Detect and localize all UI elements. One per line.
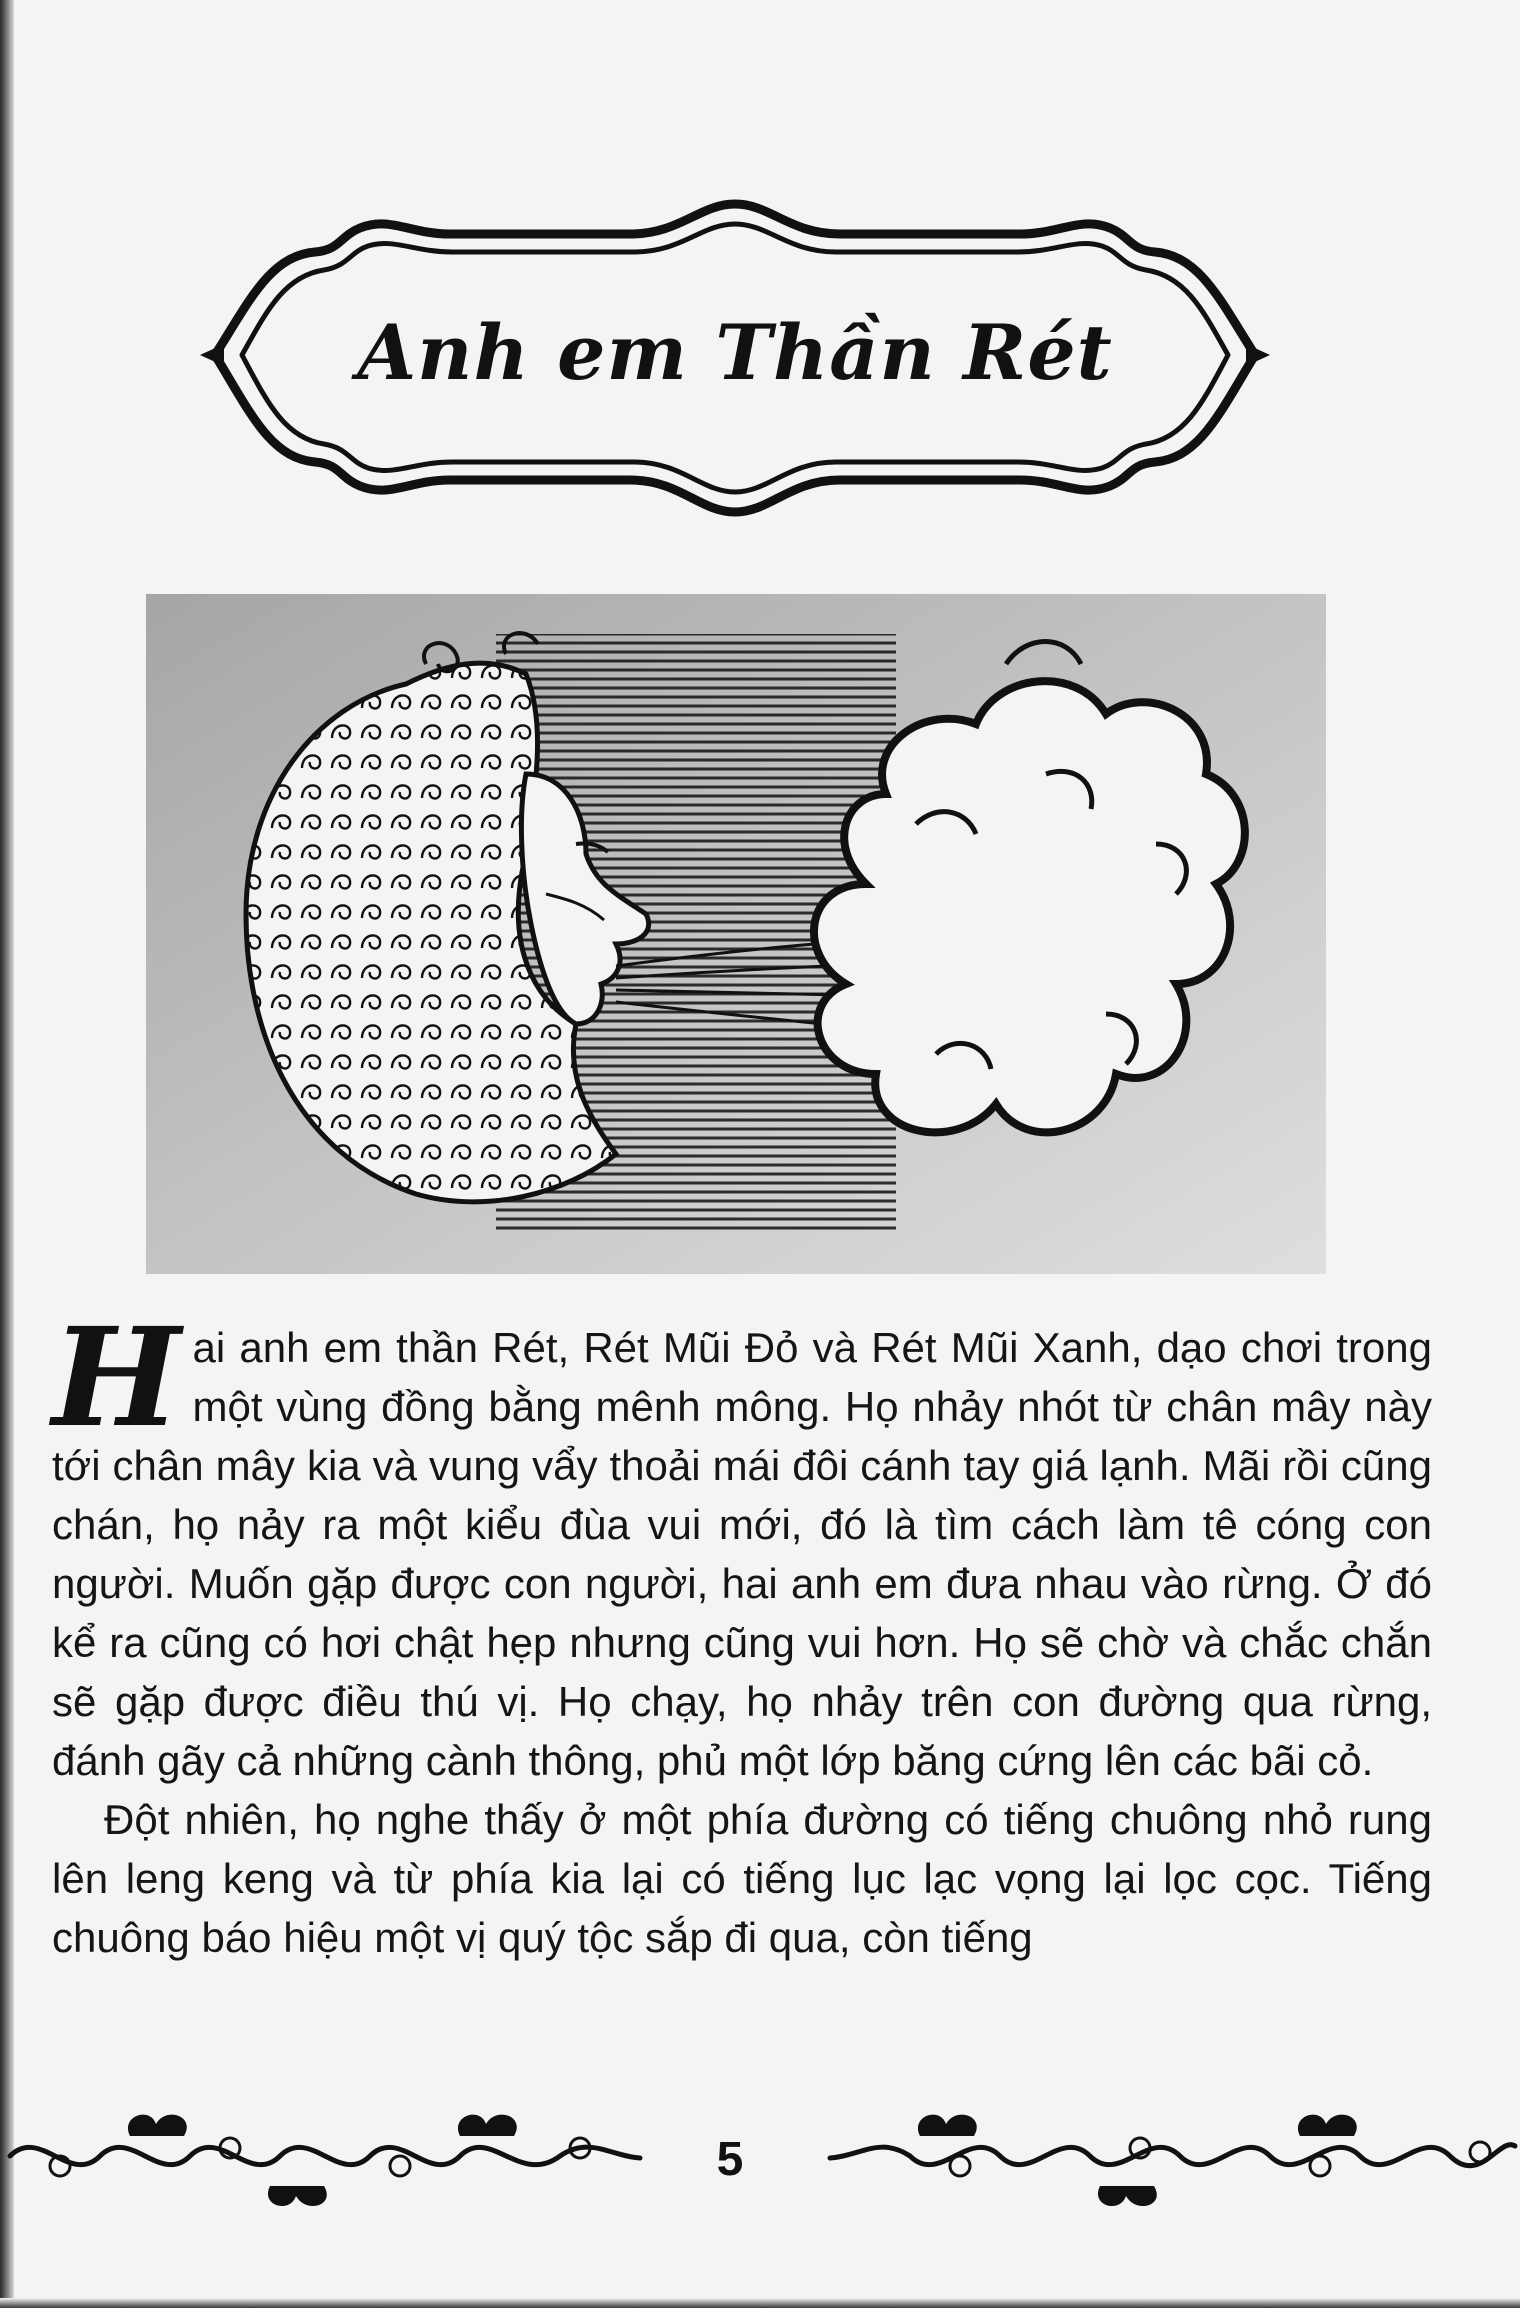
page-bottom-edge [0, 2298, 1520, 2308]
page-binding-edge [0, 0, 14, 2308]
story-body [52, 1298, 1432, 1967]
drop-cap: H [52, 1298, 181, 1458]
story-paragraph-1-text: ai anh em thần Rét, Rét Mũi Đỏ và Rét Mũi Xanh, dạo chơi trong một vùng đồng bằng mênh mông. Họ nhảy nhót từ chân mây này tới chân mây kia và vung vẩy thoải mái đôi cánh tay giá lạnh. Mãi rồi cũng chán, họ nảy ra một kiểu đùa vui mới, đó là tìm cách làm tê cóng con người. Muốn gặp được con người, hai anh em đưa nhau vào rừng. Ở đó kể ra cũng có hơi chật hẹp nhưng cũng vui hơn. Họ sẽ chờ và chắc chắn sẽ gặp được điều thú vị. Họ chạy, họ nhảy trên con đường qua rừng, đánh gãy cả những cành thông, phủ một lớp băng cứng lên các bãi cỏ. [52, 1324, 1432, 1784]
wind-god-blowing-cloud-icon [146, 594, 1326, 1274]
story-paragraph-1 [52, 1298, 1432, 1790]
title-cartouche [200, 190, 1270, 530]
page-number: 5 [716, 2133, 744, 2186]
story-title: Anh em Thần Rét [357, 308, 1113, 397]
illustration-wind-god [146, 594, 1326, 1274]
story-paragraph-2: Đột nhiên, họ nghe thấy ở một phía đường có tiếng chuông nhỏ rung lên leng keng và từ phía kia lại có tiếng lục lạc vọng lại lọc cọc. Tiếng chuông báo hiệu một vị quý tộc sắp đi qua, còn tiếng [52, 1796, 1432, 1961]
